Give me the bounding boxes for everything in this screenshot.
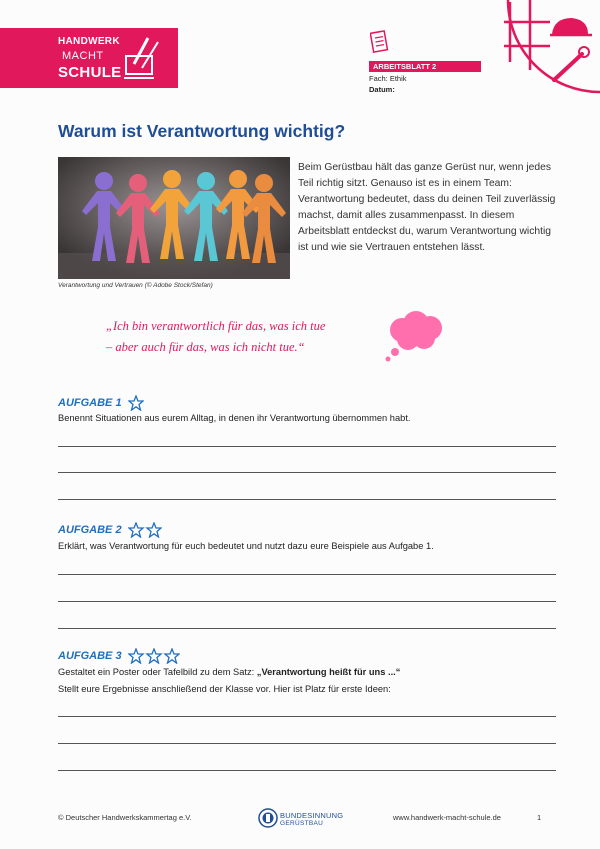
thought-cloud-icon [380, 308, 450, 364]
quote-line-1: „Ich bin verantwortlich für das, was ich tue [106, 319, 326, 333]
task-1-title [58, 395, 144, 411]
paper-figures-photo [58, 157, 290, 279]
answer-line[interactable] [58, 770, 556, 771]
intro-text: Beim Gerüstbau hält das ganze Gerüst nur, wenn jedes Teil richtig sitzt. Genauso ist es in einem Team: Verantwortung bedeutet, dass du deinen Teil zuverlässig machst, damit alles zusammenpasst. In diesem Arbeitsblatt entdeckst du, warum Verantwortung wichtig ist und wie sie Vertrauen entstehen lässt. [298, 162, 556, 253]
worksheet-icon [370, 30, 390, 54]
task-3-text-bold: „Verantwortung heißt für uns ...“ [256, 667, 401, 677]
answer-line[interactable] [58, 743, 556, 744]
task-3-label: AUFGABE 3 [58, 649, 122, 662]
page-title: Warum ist Verantwortung wichtig? [58, 121, 346, 141]
task-3-text-2: Stellt eure Ergebnisse anschließend der Klasse vor. Hier ist Platz für erste Ideen: [58, 684, 391, 694]
three-stars-icon [128, 648, 180, 664]
answer-line[interactable] [58, 574, 556, 575]
scaffold-decoration-icon [490, 0, 600, 100]
quote [106, 316, 396, 358]
task-1-label: AUFGABE 1 [58, 396, 122, 409]
guild-logo-icon [258, 808, 278, 828]
two-stars-icon [128, 522, 162, 538]
answer-line[interactable] [58, 628, 556, 629]
task-3-text [58, 664, 558, 680]
logo-line-3: SCHULE [58, 64, 122, 81]
task-2-title [58, 522, 162, 538]
star-icon [128, 395, 144, 411]
logo-line-2: MACHT [62, 50, 104, 62]
footer-website-link[interactable]: www.handwerk-macht-schule.de [393, 813, 501, 822]
task-3-text-start: Gestaltet ein Poster oder Tafelbild zu dem Satz: [58, 667, 257, 677]
answer-line[interactable] [58, 472, 556, 473]
date-field: Datum: [369, 85, 395, 94]
answer-line[interactable] [58, 716, 556, 717]
footer-partner-line-2: GERÜSTBAU [280, 820, 324, 827]
answer-line[interactable] [58, 446, 556, 447]
brand-logo [0, 28, 178, 88]
tools-icon [118, 34, 166, 82]
task-3-title [58, 648, 180, 664]
answer-line[interactable] [58, 601, 556, 602]
task-1-text: Benennt Situationen aus eurem Alltag, in denen ihr Verantwortung übernommen habt. [58, 413, 411, 423]
footer-copyright: © Deutscher Handwerkskammertag e.V. [58, 813, 192, 822]
task-2-text: Erklärt, was Verantwortung für euch bedeutet und nutzt dazu eure Beispiele aus Aufgabe 1. [58, 541, 434, 551]
page-number: 1 [537, 813, 542, 822]
worksheet-label: ARBEITSBLATT 2 [369, 61, 481, 72]
photo-caption: Verantwortung und Vertrauen (© Adobe Stock/Stefan) [58, 282, 213, 289]
paper-figures-image [58, 157, 290, 279]
answer-line[interactable] [58, 499, 556, 500]
task-2-label: AUFGABE 2 [58, 523, 122, 536]
footer-partner-line-1: BUNDESINNUNG [280, 811, 344, 820]
quote-line-2: – aber auch für das, was ich nicht tue.“ [106, 340, 305, 354]
subject-field: Fach: Ethik [369, 74, 407, 83]
logo-line-1: HANDWERK [58, 36, 120, 47]
